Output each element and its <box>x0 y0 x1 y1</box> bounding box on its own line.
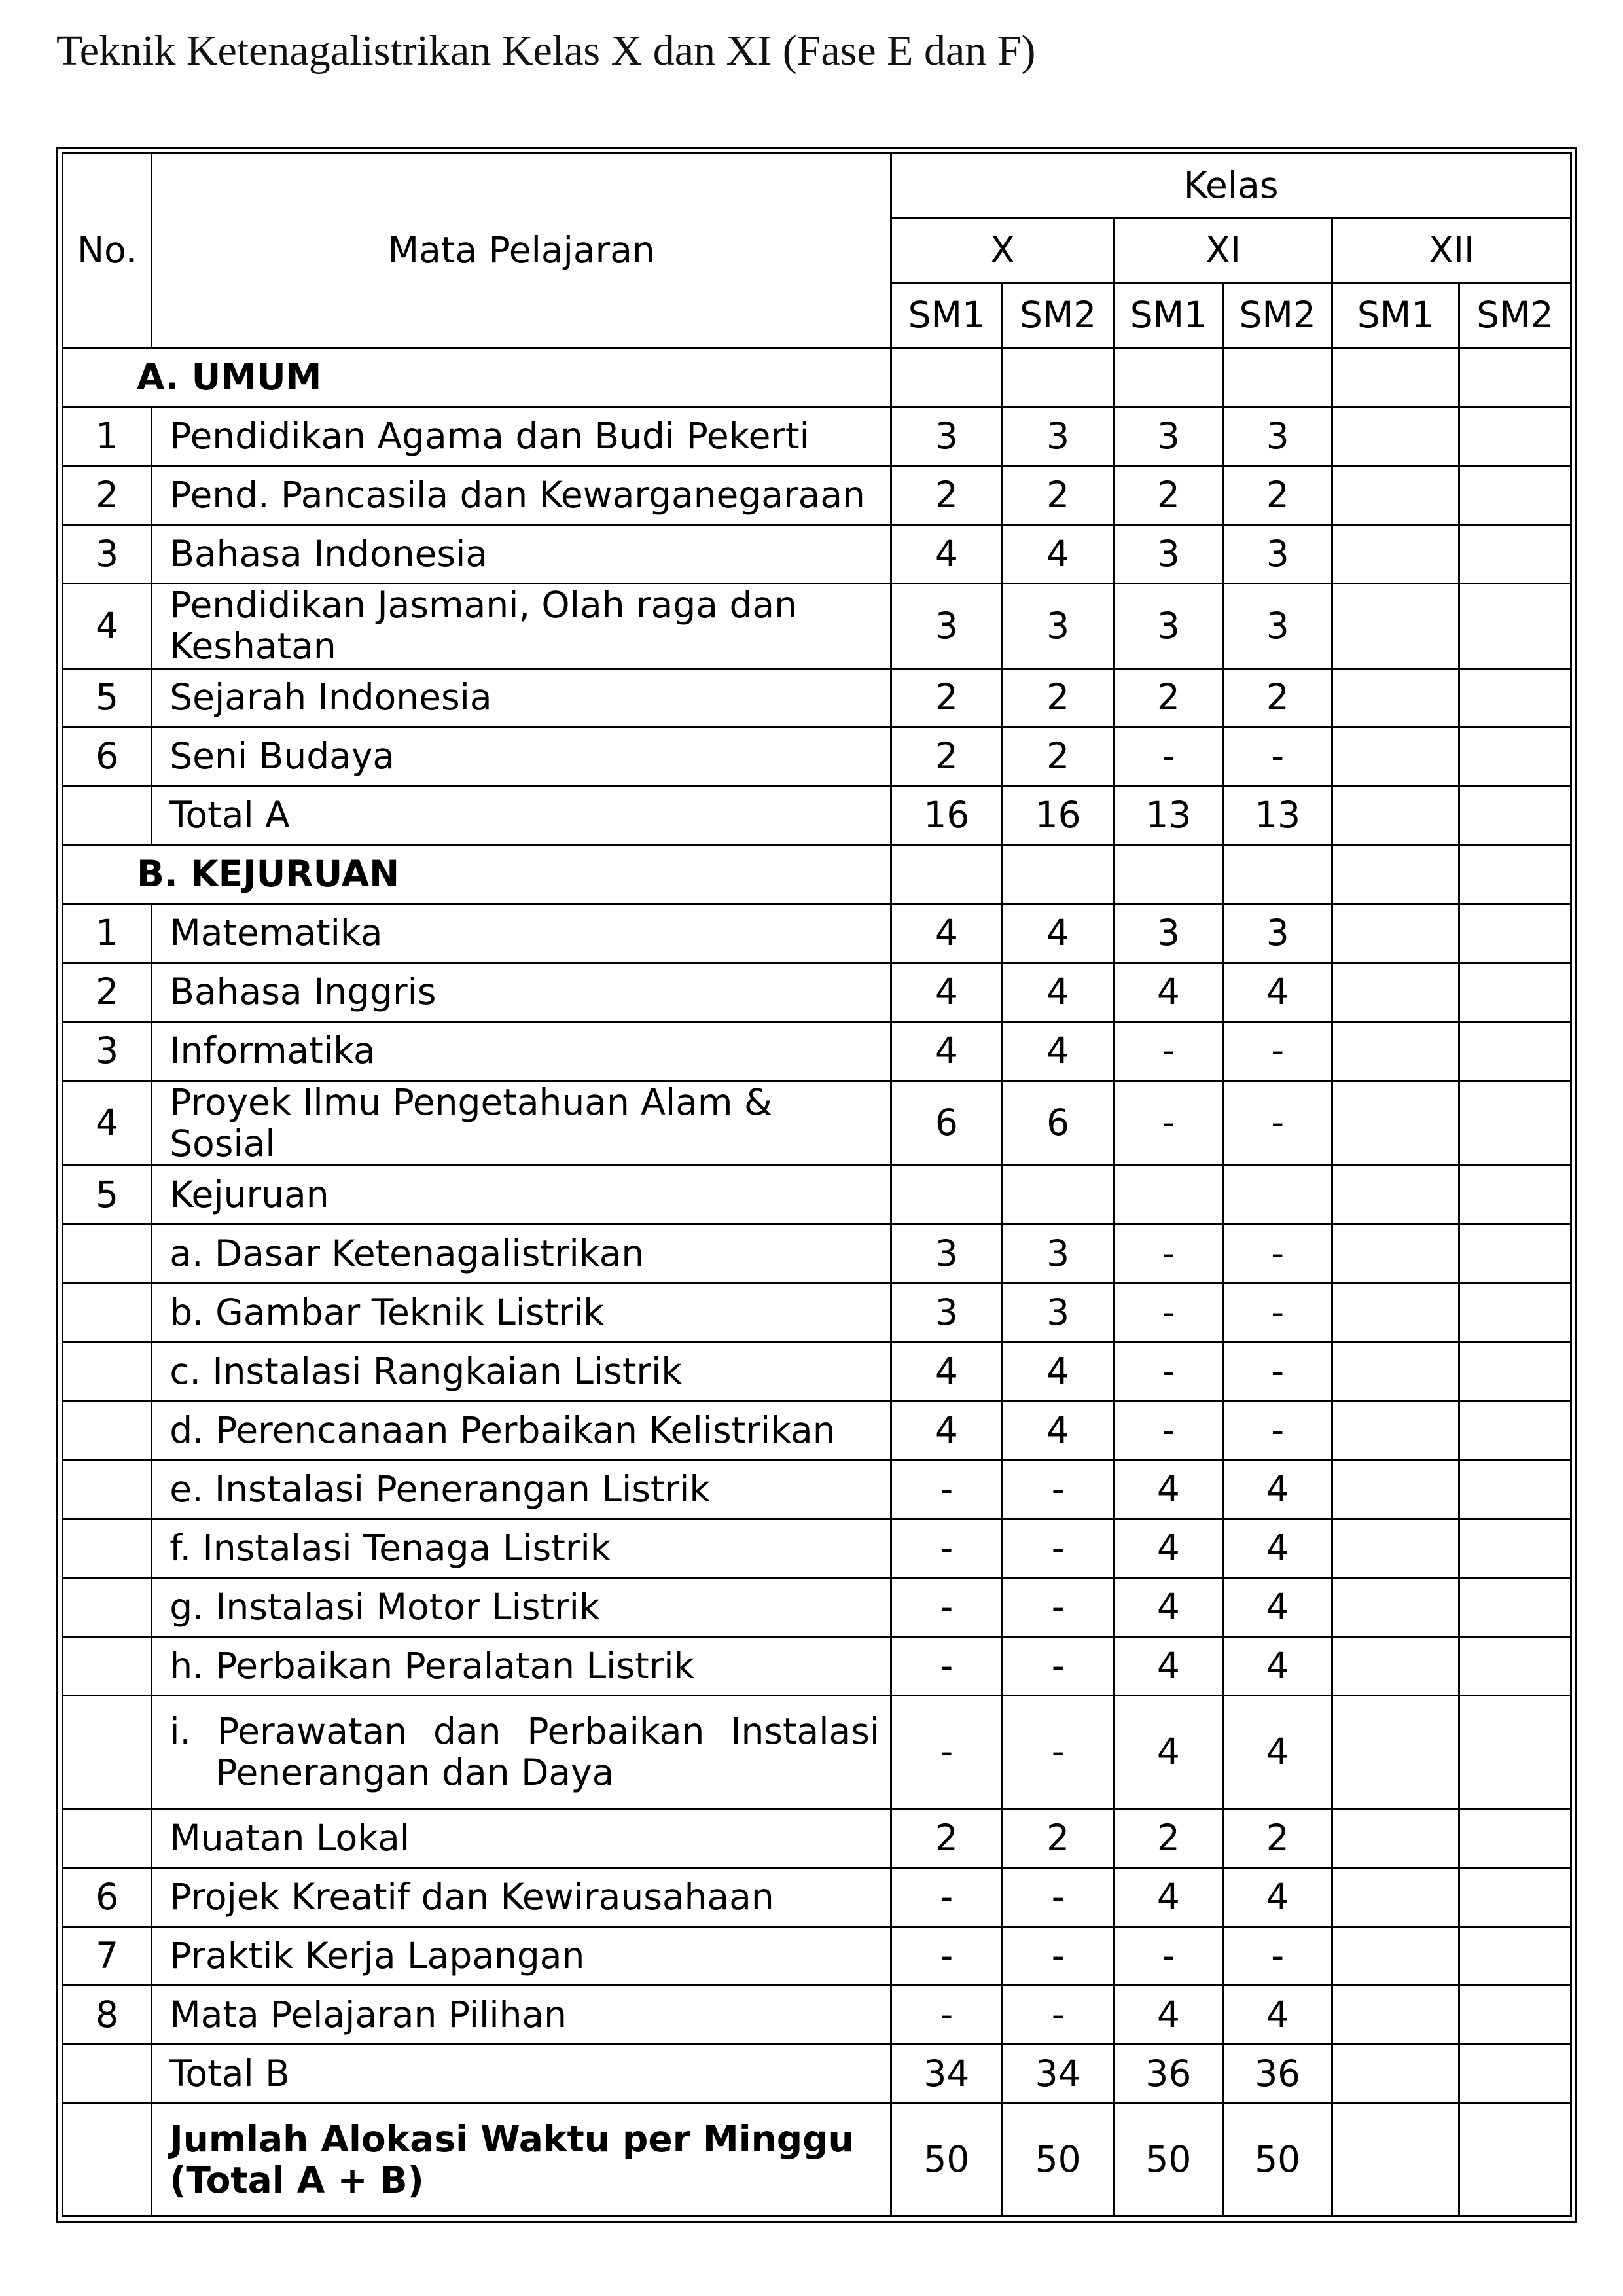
subject-cell: Praktik Kerja Lapangan <box>152 1927 891 1986</box>
value-cell <box>1332 845 1459 904</box>
value-cell: - <box>1223 1927 1332 1986</box>
value-cell: 4 <box>1114 1637 1222 1696</box>
subject-cell <box>152 1696 891 1809</box>
subject-cell: Pendidikan Agama dan Budi Pekerti <box>152 407 891 466</box>
value-cell: 2 <box>1223 668 1332 727</box>
value-cell <box>1459 786 1571 845</box>
row-number <box>63 2045 152 2104</box>
row-number: 2 <box>63 963 152 1022</box>
table-row <box>63 1460 1571 1519</box>
value-cell: 4 <box>891 1401 1002 1460</box>
row-number <box>63 1578 152 1637</box>
value-cell: 2 <box>1002 1809 1114 1868</box>
header-grade-x: X <box>891 219 1115 283</box>
value-cell: 4 <box>1114 1868 1222 1927</box>
value-cell <box>1002 1166 1114 1225</box>
table-header <box>63 154 1571 348</box>
value-cell: - <box>1002 1868 1114 1927</box>
section-label: B. KEJURUAN <box>63 845 891 904</box>
value-cell <box>1114 1166 1222 1225</box>
value-cell <box>1459 466 1571 525</box>
value-cell <box>1459 1696 1571 1809</box>
value-cell: 50 <box>1223 2104 1332 2217</box>
value-cell <box>1332 1460 1459 1519</box>
value-cell <box>1459 1637 1571 1696</box>
value-cell: 2 <box>1002 727 1114 786</box>
table-row <box>63 2104 1571 2217</box>
subject-cell: Jumlah Alokasi Waktu per Minggu (Total A + B) <box>152 2104 891 2217</box>
value-cell: 4 <box>1002 1401 1114 1460</box>
value-cell: 4 <box>891 963 1002 1022</box>
value-cell <box>1459 1283 1571 1342</box>
table-row <box>63 1696 1571 1809</box>
value-cell <box>1002 348 1114 407</box>
value-cell: 2 <box>1002 668 1114 727</box>
value-cell <box>1223 348 1332 407</box>
value-cell <box>1114 845 1222 904</box>
value-cell <box>1332 466 1459 525</box>
subject-line-1: i. Perawatan dan Perbaikan Instalasi <box>169 1710 880 1752</box>
header-semester: SM2 <box>1223 283 1332 348</box>
value-cell: - <box>891 1460 1002 1519</box>
row-number: 7 <box>63 1927 152 1986</box>
value-cell <box>1332 1578 1459 1637</box>
subject-cell: Matematika <box>152 904 891 963</box>
value-cell: 3 <box>1223 407 1332 466</box>
header-grade-xii: XII <box>1332 219 1571 283</box>
value-cell: 4 <box>1114 1460 1222 1519</box>
value-cell <box>1332 1081 1459 1166</box>
value-cell <box>1459 1927 1571 1986</box>
table-row <box>63 963 1571 1022</box>
value-cell: 4 <box>1114 1578 1222 1637</box>
value-cell: 4 <box>1223 963 1332 1022</box>
value-cell: 3 <box>1114 584 1222 669</box>
value-cell: 4 <box>1223 1578 1332 1637</box>
row-number <box>63 1225 152 1283</box>
value-cell: - <box>891 1868 1002 1927</box>
value-cell <box>1332 584 1459 669</box>
value-cell <box>1332 407 1459 466</box>
value-cell: - <box>1002 1519 1114 1578</box>
curriculum-table-frame <box>56 147 1577 2223</box>
table-row <box>63 1401 1571 1460</box>
value-cell: 4 <box>1223 1460 1332 1519</box>
value-cell: 2 <box>1223 466 1332 525</box>
value-cell: 4 <box>1223 1986 1332 2045</box>
header-grade-xi: XI <box>1114 219 1332 283</box>
value-cell: 4 <box>1114 1519 1222 1578</box>
value-cell <box>1332 2104 1459 2217</box>
value-cell: 3 <box>1223 584 1332 669</box>
value-cell <box>1459 2045 1571 2104</box>
table-row <box>63 1225 1571 1283</box>
value-cell <box>1459 963 1571 1022</box>
subject-cell: Informatika <box>152 1022 891 1081</box>
value-cell: - <box>1223 1225 1332 1283</box>
value-cell: 4 <box>891 525 1002 584</box>
value-cell: - <box>1114 1225 1222 1283</box>
value-cell: - <box>891 1519 1002 1578</box>
subject-cell: Seni Budaya <box>152 727 891 786</box>
value-cell <box>1332 1401 1459 1460</box>
value-cell: 50 <box>891 2104 1002 2217</box>
value-cell <box>1459 668 1571 727</box>
value-cell: 2 <box>1002 466 1114 525</box>
value-cell: 2 <box>891 1809 1002 1868</box>
value-cell: 6 <box>1002 1081 1114 1166</box>
subject-cell: Pend. Pancasila dan Kewarganegaraan <box>152 466 891 525</box>
value-cell: 2 <box>1114 668 1222 727</box>
value-cell <box>1459 407 1571 466</box>
row-number <box>63 1460 152 1519</box>
value-cell: - <box>1114 1283 1222 1342</box>
value-cell <box>1332 1166 1459 1225</box>
value-cell <box>1459 1460 1571 1519</box>
subject-cell: Sejarah Indonesia <box>152 668 891 727</box>
value-cell: - <box>1223 1022 1332 1081</box>
value-cell: - <box>1223 727 1332 786</box>
value-cell: 3 <box>891 1225 1002 1283</box>
subject-cell: Kejuruan <box>152 1166 891 1225</box>
value-cell <box>1332 1868 1459 1927</box>
subject-cell: h. Perbaikan Peralatan Listrik <box>152 1637 891 1696</box>
table-row <box>63 1166 1571 1225</box>
value-cell: - <box>1114 1022 1222 1081</box>
subject-cell: Mata Pelajaran Pilihan <box>152 1986 891 2045</box>
value-cell: - <box>1002 1460 1114 1519</box>
value-cell: 3 <box>891 1283 1002 1342</box>
value-cell: 4 <box>1002 963 1114 1022</box>
value-cell: - <box>1114 1342 1222 1401</box>
value-cell: 50 <box>1002 2104 1114 2217</box>
table-row <box>63 786 1571 845</box>
value-cell: 2 <box>891 727 1002 786</box>
value-cell <box>1459 1342 1571 1401</box>
value-cell <box>1332 1225 1459 1283</box>
table-row <box>63 1986 1571 2045</box>
value-cell <box>1332 1283 1459 1342</box>
subject-cell: Pendidikan Jasmani, Olah raga dan Keshatan <box>152 584 891 669</box>
table-row <box>63 525 1571 584</box>
subject-cell: g. Instalasi Motor Listrik <box>152 1578 891 1637</box>
value-cell: - <box>891 1986 1002 2045</box>
value-cell: 13 <box>1114 786 1222 845</box>
value-cell: - <box>891 1696 1002 1809</box>
value-cell <box>1459 1225 1571 1283</box>
value-cell: 4 <box>1002 904 1114 963</box>
subject-cell: Bahasa Inggris <box>152 963 891 1022</box>
row-number <box>63 1283 152 1342</box>
value-cell <box>1002 845 1114 904</box>
value-cell <box>1332 963 1459 1022</box>
value-cell <box>1459 904 1571 963</box>
value-cell <box>1459 845 1571 904</box>
value-cell: 34 <box>891 2045 1002 2104</box>
value-cell: - <box>1223 1342 1332 1401</box>
value-cell <box>1459 1519 1571 1578</box>
subject-cell: Bahasa Indonesia <box>152 525 891 584</box>
header-semester: SM1 <box>1114 283 1222 348</box>
value-cell: 16 <box>1002 786 1114 845</box>
value-cell: 4 <box>1223 1868 1332 1927</box>
value-cell: 3 <box>1114 407 1222 466</box>
value-cell: 50 <box>1114 2104 1222 2217</box>
value-cell <box>1459 584 1571 669</box>
value-cell <box>891 845 1002 904</box>
row-number: 1 <box>63 904 152 963</box>
value-cell <box>1459 1986 1571 2045</box>
value-cell: 3 <box>1223 904 1332 963</box>
value-cell: 36 <box>1114 2045 1222 2104</box>
value-cell: - <box>1223 1283 1332 1342</box>
value-cell <box>1459 2104 1571 2217</box>
value-cell: 3 <box>891 584 1002 669</box>
value-cell: 2 <box>1114 466 1222 525</box>
value-cell <box>1332 348 1459 407</box>
value-cell <box>1332 904 1459 963</box>
value-cell: - <box>891 1637 1002 1696</box>
value-cell <box>1459 1809 1571 1868</box>
value-cell: 3 <box>1002 1283 1114 1342</box>
value-cell: 36 <box>1223 2045 1332 2104</box>
value-cell: 4 <box>1223 1519 1332 1578</box>
subject-cell: c. Instalasi Rangkaian Listrik <box>152 1342 891 1401</box>
table-row <box>63 904 1571 963</box>
table-row <box>63 1868 1571 1927</box>
table-row <box>63 727 1571 786</box>
table-body <box>63 348 1571 2217</box>
table-row <box>63 1022 1571 1081</box>
value-cell <box>1459 525 1571 584</box>
table-row <box>63 1637 1571 1696</box>
value-cell: 3 <box>1002 584 1114 669</box>
value-cell: 4 <box>1114 1696 1222 1809</box>
value-cell: 4 <box>1002 1022 1114 1081</box>
table-row <box>63 1081 1571 1166</box>
table-row <box>63 1342 1571 1401</box>
value-cell: 3 <box>1223 525 1332 584</box>
value-cell: 4 <box>1223 1696 1332 1809</box>
value-cell: 2 <box>891 466 1002 525</box>
value-cell <box>1332 1637 1459 1696</box>
document-title: Teknik Ketenagalistrikan Kelas X dan XI (Fase E dan F) <box>56 27 1036 75</box>
value-cell: 4 <box>1002 525 1114 584</box>
curriculum-table <box>62 152 1572 2217</box>
subject-cell: e. Instalasi Penerangan Listrik <box>152 1460 891 1519</box>
value-cell: 34 <box>1002 2045 1114 2104</box>
value-cell: - <box>1002 1637 1114 1696</box>
value-cell <box>1332 727 1459 786</box>
table-row <box>63 668 1571 727</box>
value-cell: 4 <box>1002 1342 1114 1401</box>
value-cell <box>1459 1166 1571 1225</box>
value-cell <box>1459 1868 1571 1927</box>
header-semester: SM2 <box>1459 283 1571 348</box>
value-cell: 2 <box>891 668 1002 727</box>
table-row <box>63 584 1571 669</box>
row-number <box>63 786 152 845</box>
value-cell <box>1459 1401 1571 1460</box>
value-cell: 4 <box>891 904 1002 963</box>
row-number: 3 <box>63 1022 152 1081</box>
value-cell: - <box>1002 1578 1114 1637</box>
value-cell <box>891 1166 1002 1225</box>
row-number: 3 <box>63 525 152 584</box>
value-cell: 3 <box>1002 407 1114 466</box>
table-row <box>63 1283 1571 1342</box>
value-cell: - <box>1114 727 1222 786</box>
value-cell: 3 <box>1114 525 1222 584</box>
value-cell <box>1459 1578 1571 1637</box>
row-number: 5 <box>63 668 152 727</box>
subject-cell: Muatan Lokal <box>152 1809 891 1868</box>
row-number <box>63 1809 152 1868</box>
table-row <box>63 466 1571 525</box>
row-number <box>63 1696 152 1809</box>
value-cell <box>1332 2045 1459 2104</box>
value-cell <box>1332 786 1459 845</box>
value-cell: 3 <box>1002 1225 1114 1283</box>
table-row <box>63 407 1571 466</box>
value-cell <box>1332 1519 1459 1578</box>
value-cell: 13 <box>1223 786 1332 845</box>
header-semester: SM1 <box>891 283 1002 348</box>
value-cell <box>891 348 1002 407</box>
value-cell: 2 <box>1223 1809 1332 1868</box>
header-no: No. <box>63 154 152 348</box>
value-cell: 4 <box>1114 1986 1222 2045</box>
value-cell: 6 <box>891 1081 1002 1166</box>
table-row <box>63 2045 1571 2104</box>
value-cell: - <box>1002 1696 1114 1809</box>
value-cell <box>1459 1022 1571 1081</box>
value-cell <box>1332 525 1459 584</box>
subject-cell: d. Perencanaan Perbaikan Kelistrikan <box>152 1401 891 1460</box>
value-cell: 2 <box>1114 1809 1222 1868</box>
section-row <box>63 845 1571 904</box>
value-cell <box>1332 1986 1459 2045</box>
subject-cell: a. Dasar Ketenagalistrikan <box>152 1225 891 1283</box>
value-cell <box>1459 1081 1571 1166</box>
value-cell: - <box>1114 1401 1222 1460</box>
value-cell: 16 <box>891 786 1002 845</box>
section-label: A. UMUM <box>63 348 891 407</box>
row-number <box>63 1637 152 1696</box>
row-number <box>63 1342 152 1401</box>
row-number <box>63 1401 152 1460</box>
value-cell <box>1114 348 1222 407</box>
value-cell: - <box>1002 1927 1114 1986</box>
table-row <box>63 1519 1571 1578</box>
row-number <box>63 2104 152 2217</box>
value-cell <box>1459 348 1571 407</box>
value-cell: - <box>1114 1927 1222 1986</box>
subject-cell: Total B <box>152 2045 891 2104</box>
table-row <box>63 1809 1571 1868</box>
subject-cell: Proyek Ilmu Pengetahuan Alam & Sosial <box>152 1081 891 1166</box>
value-cell: 4 <box>1223 1637 1332 1696</box>
row-number: 6 <box>63 1868 152 1927</box>
subject-cell: b. Gambar Teknik Listrik <box>152 1283 891 1342</box>
value-cell <box>1223 1166 1332 1225</box>
value-cell: - <box>1223 1401 1332 1460</box>
row-number: 5 <box>63 1166 152 1225</box>
row-number: 8 <box>63 1986 152 2045</box>
value-cell <box>1223 845 1332 904</box>
value-cell <box>1332 668 1459 727</box>
subject-line-2: Penerangan dan Daya <box>215 1751 615 1793</box>
row-number: 4 <box>63 584 152 669</box>
subject-cell: Projek Kreatif dan Kewirausahaan <box>152 1868 891 1927</box>
value-cell: - <box>1002 1986 1114 2045</box>
value-cell <box>1332 1342 1459 1401</box>
value-cell <box>1459 727 1571 786</box>
value-cell: - <box>1114 1081 1222 1166</box>
header-semester: SM2 <box>1002 283 1114 348</box>
value-cell: - <box>1223 1081 1332 1166</box>
subject-cell: Total A <box>152 786 891 845</box>
row-number: 6 <box>63 727 152 786</box>
value-cell: - <box>891 1927 1002 1986</box>
table-row <box>63 1927 1571 1986</box>
value-cell <box>1332 1696 1459 1809</box>
value-cell: 4 <box>1114 963 1222 1022</box>
value-cell <box>1332 1927 1459 1986</box>
header-semester: SM1 <box>1332 283 1459 348</box>
row-number: 1 <box>63 407 152 466</box>
table-row <box>63 1578 1571 1637</box>
section-row <box>63 348 1571 407</box>
value-cell: 3 <box>891 407 1002 466</box>
header-subject: Mata Pelajaran <box>152 154 891 348</box>
value-cell: 4 <box>891 1022 1002 1081</box>
subject-cell: f. Instalasi Tenaga Listrik <box>152 1519 891 1578</box>
row-number: 2 <box>63 466 152 525</box>
value-cell <box>1332 1809 1459 1868</box>
row-number <box>63 1519 152 1578</box>
row-number: 4 <box>63 1081 152 1166</box>
header-kelas: Kelas <box>891 154 1571 219</box>
value-cell: 3 <box>1114 904 1222 963</box>
value-cell: 4 <box>891 1342 1002 1401</box>
value-cell: - <box>891 1578 1002 1637</box>
value-cell <box>1332 1022 1459 1081</box>
